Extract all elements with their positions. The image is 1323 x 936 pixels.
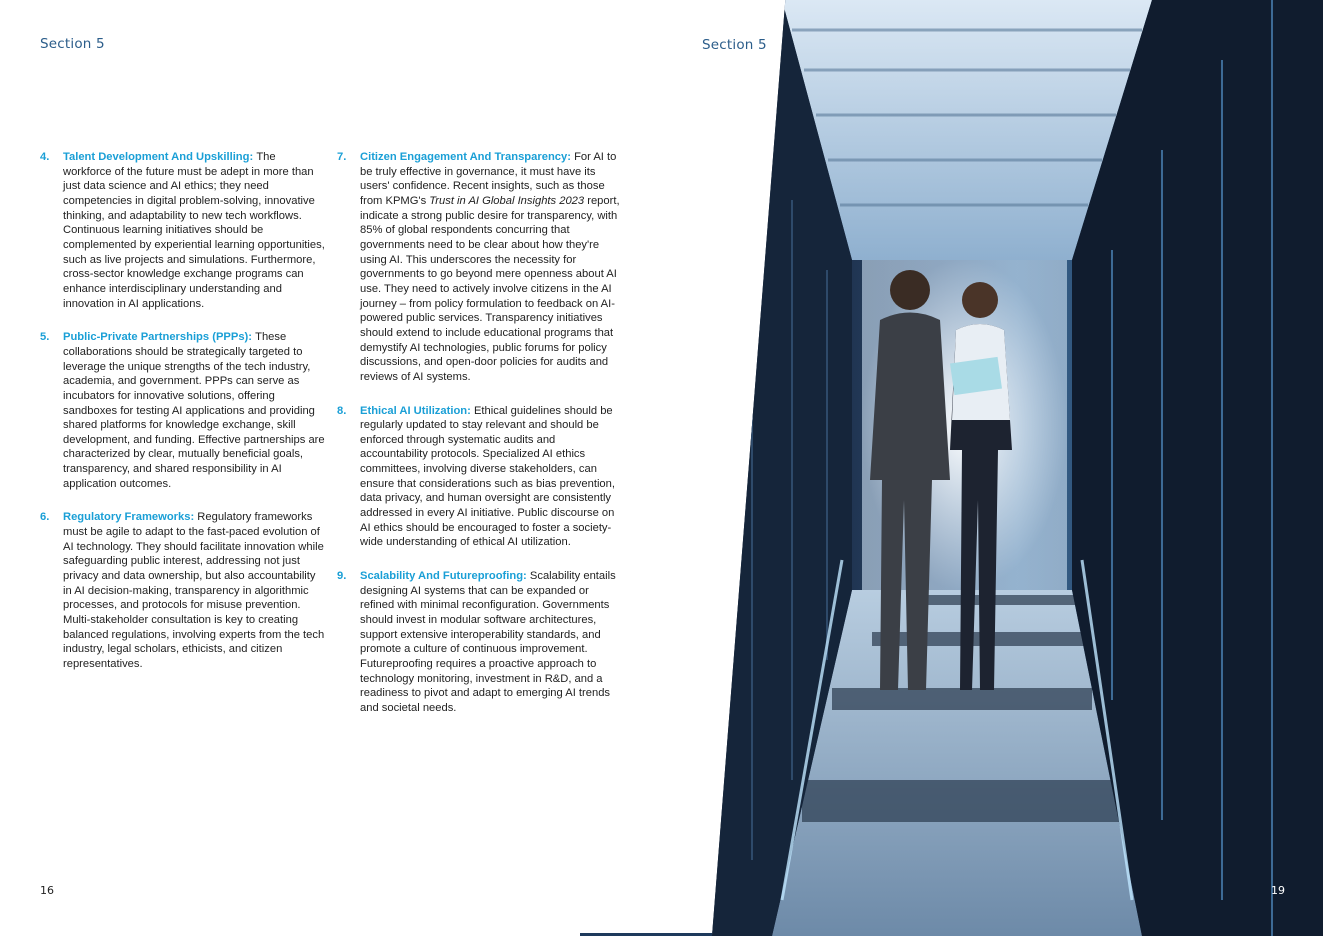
page-number-right: 19 xyxy=(1271,884,1285,897)
item-text: Ethical guidelines should be regularly updated to stay relevant and should be enforced through systematic audits and accountability protocols. Specialized AI ethics committees, involving diverse stakeholders, can ensure that considerations such as bias prevention, data privacy, and human oversight are consistently addressed in every AI initiative. Public discourse on AI ethics should be encouraged to foster a society-wide understanding of ethical AI utilization. xyxy=(360,404,615,549)
item-number: 9. xyxy=(337,570,347,583)
item-text-part: For AI to be truly effective in governance, it must have its users' confidence. Recent insights, such as those from KPMG's xyxy=(360,151,617,207)
item-text-part: report, indicate a strong public desire for transparency, with 85% of global respondents concurring that governments need to be clear about how they're using AI. This underscores the necessity for governments to go beyond mere openness about AI use. They need to actively involve citizens in the AI journey – from policy formulation to feedback on AI-powered public services. Transparency initiatives should extend to include educational programs that demystify AI technologies, public forums for policy discussions, and open-door policies for audits and reviews of AI systems. xyxy=(360,194,620,383)
item-text xyxy=(360,151,620,383)
photo-illustration xyxy=(712,0,1323,936)
item-heading: Ethical AI Utilization: xyxy=(360,404,474,417)
page-number-left: 16 xyxy=(40,884,54,897)
item-heading: Scalability And Futureproofing: xyxy=(360,570,530,583)
list-item-4 xyxy=(40,150,326,311)
item-text: The workforce of the future must be adept in more than just data science and AI ethics; they need competencies in digital problem-solving, innovative thinking, and adaptability to new tech workflows. Continuous learning initiatives should be complemented by experiential learning opportunities, such as live projects and simulations. Furthermore, cross-sector knowledge exchange programs can enhance interdisciplinary understanding and innovation in AI applications. xyxy=(63,151,325,310)
section-label-right: Section 5 xyxy=(702,37,767,53)
item-text: Regulatory frameworks must be agile to adapt to the fast-paced evolution of AI technology. They should facilitate innovation while safeguarding public interest, addressing not just privacy and data ownership, but also accountability in AI decision-making, transparency in algorithmic processes, and protocols for misuse prevention. Multi-stakeholder consultation is key to creating balanced regulations, involving experts from the tech industry, legal scholars, ethicists, and citizen representatives. xyxy=(63,511,325,670)
list-item-7 xyxy=(337,150,623,385)
list-item-9 xyxy=(337,569,623,716)
item-text: These collaborations should be strategically targeted to leverage the unique strengths of the tech industry, academia, and government. PPPs can serve as incubators for innovative solutions, offering sandboxes for testing AI applications and providing shared platforms for knowledge exchange, skill development, and funding. Effective partnerships are characterized by clear, mutually beneficial goals, transparency, and shared responsibility in AI application outcomes. xyxy=(63,331,325,490)
item-heading: Regulatory Frameworks: xyxy=(63,511,198,524)
list-item-5 xyxy=(40,330,326,491)
item-number: 7. xyxy=(337,151,347,163)
data-center-photo xyxy=(712,0,1323,936)
list-item-6 xyxy=(40,510,326,671)
column-left xyxy=(40,150,326,691)
item-number: 8. xyxy=(337,404,347,417)
item-heading: Public-Private Partnerships (PPPs): xyxy=(63,331,256,344)
report-title: Trust in AI Global Insights 2023 xyxy=(429,194,585,207)
item-text: Scalability entails designing AI systems that can be expanded or refined with minimal reconfiguration. Governments should invest in modular software architectures, support extensive interoperability standards, and promote a culture of continuous improvement. Futureproofing requires a proactive approach to technology monitoring, investment in R&D, and a readiness to pivot and adapt to emerging AI trends and societal needs. xyxy=(360,570,616,714)
column-right xyxy=(337,150,623,735)
item-heading: Citizen Engagement And Transparency: xyxy=(360,151,575,163)
item-number: 5. xyxy=(40,331,50,344)
section-label-left: Section 5 xyxy=(40,36,105,52)
list-item-8 xyxy=(337,404,623,551)
item-heading: Talent Development And Upskilling: xyxy=(63,151,257,163)
item-number: 6. xyxy=(40,511,50,524)
item-number: 4. xyxy=(40,151,50,163)
